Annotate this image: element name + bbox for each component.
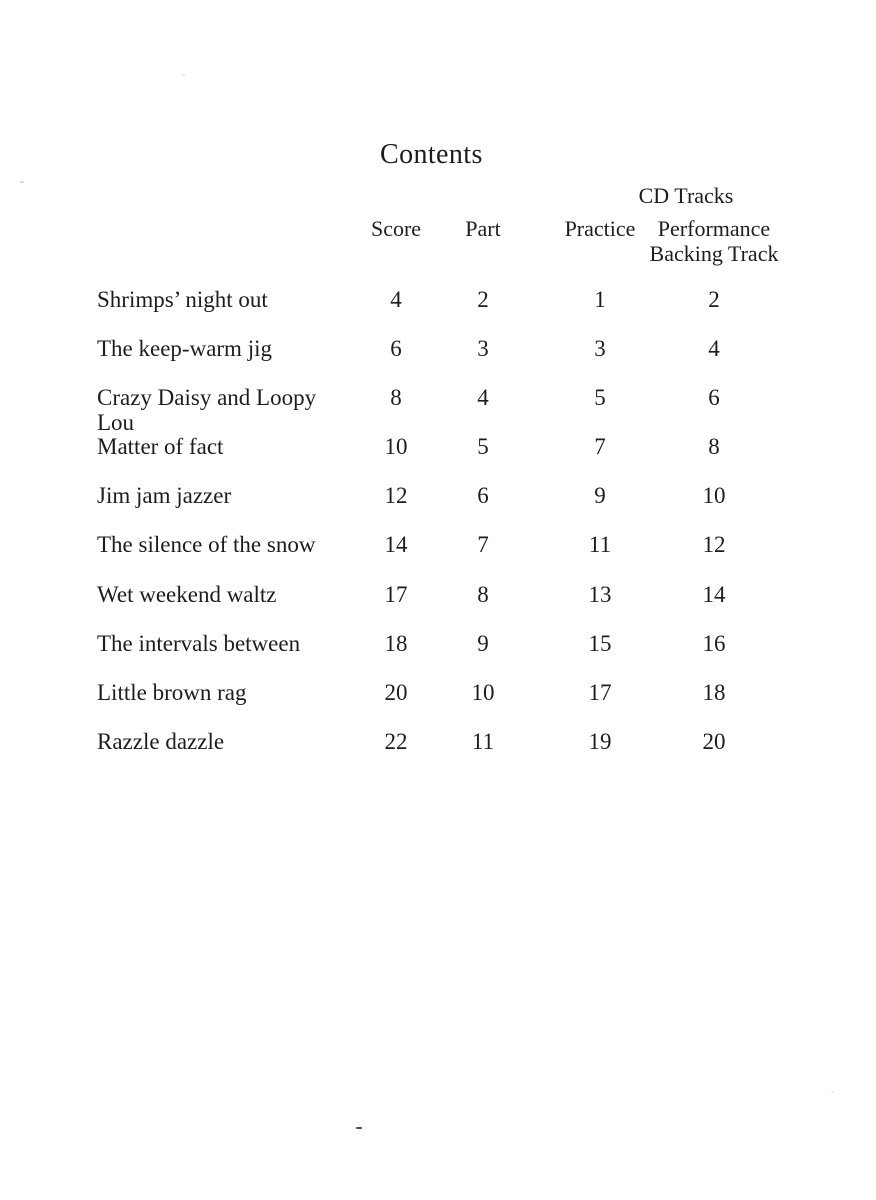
performance-track-number: 10	[702, 483, 726, 509]
column-header-performance	[648, 216, 780, 266]
score-page-number: 18	[384, 630, 408, 656]
performance-track-number: 2	[708, 287, 720, 312]
part-page-number: 11	[471, 728, 495, 754]
score-page-number: 8	[390, 385, 402, 411]
practice-track-number: 15	[588, 630, 612, 656]
contents-row	[97, 582, 780, 631]
performance-track-number: 8	[708, 434, 720, 460]
piece-title: The intervals between	[97, 630, 301, 656]
practice-track-number: 3	[594, 336, 606, 362]
scan-artifact-dash	[356, 1127, 362, 1129]
performance-track-number: 4	[708, 336, 720, 362]
performance-track-number: 16	[702, 630, 726, 656]
score-page-number: 20	[384, 679, 408, 705]
page-title: Contents	[380, 139, 483, 170]
contents-row	[97, 532, 780, 581]
part-page-number: 3	[477, 336, 489, 362]
practice-track-number: 11	[588, 532, 612, 558]
part-page-number: 2	[477, 287, 489, 312]
practice-track-number: 5	[594, 385, 606, 411]
contents-row	[97, 729, 780, 778]
contents-row	[97, 434, 780, 483]
part-page-number: 5	[477, 434, 489, 460]
score-page-number: 4	[390, 287, 402, 312]
piece-title: Little brown rag	[97, 679, 247, 705]
contents-row	[97, 483, 780, 532]
contents-row	[97, 385, 780, 434]
part-page-number: 7	[477, 532, 489, 558]
piece-title: Crazy Daisy and Loopy Lou	[97, 385, 317, 436]
cd-tracks-header-row	[97, 183, 780, 216]
column-header-performance-line2: Backing Track	[649, 241, 779, 266]
score-page-number: 22	[384, 728, 408, 754]
contents-table	[97, 183, 780, 778]
practice-track-number: 1	[594, 287, 606, 312]
piece-title: Matter of fact	[97, 434, 224, 460]
contents-row	[97, 631, 780, 680]
piece-title: Jim jam jazzer	[97, 483, 232, 509]
scan-artifact-speck	[182, 74, 185, 76]
practice-track-number: 19	[588, 728, 612, 754]
part-page-number: 6	[477, 483, 489, 509]
piece-title: The silence of the snow	[97, 532, 316, 558]
practice-track-number: 7	[594, 434, 606, 460]
score-page-number: 6	[390, 336, 402, 362]
performance-track-number: 12	[702, 532, 726, 558]
score-page-number: 10	[384, 434, 408, 460]
scan-artifact-speck	[20, 181, 24, 183]
practice-track-number: 13	[588, 581, 612, 607]
contents-row	[97, 287, 780, 336]
practice-track-number: 9	[594, 483, 606, 509]
column-header-practice: Practice	[564, 216, 636, 241]
score-page-number: 14	[384, 532, 408, 558]
performance-track-number: 20	[702, 728, 726, 754]
performance-track-number: 6	[708, 385, 720, 411]
contents-row	[97, 336, 780, 385]
scan-artifact-speck	[831, 1091, 835, 1093]
practice-track-number: 17	[588, 679, 612, 705]
score-page-number: 12	[384, 483, 408, 509]
piece-title: Razzle dazzle	[97, 728, 225, 754]
cd-tracks-group-header: CD Tracks	[638, 183, 734, 208]
contents-row	[97, 680, 780, 729]
part-page-number: 4	[477, 385, 489, 411]
column-header-performance-line1: Performance	[657, 216, 771, 241]
part-page-number: 8	[477, 581, 489, 607]
performance-track-number: 18	[702, 679, 726, 705]
piece-title: Shrimps’ night out	[97, 287, 268, 312]
part-page-number: 9	[477, 630, 489, 656]
score-page-number: 17	[384, 581, 408, 607]
column-header-row	[97, 216, 780, 287]
column-header-part: Part	[465, 216, 501, 241]
piece-title: The keep-warm jig	[97, 336, 272, 362]
piece-title: Wet weekend waltz	[97, 581, 277, 607]
performance-track-number: 14	[702, 581, 726, 607]
column-header-score: Score	[370, 216, 422, 241]
part-page-number: 10	[471, 679, 495, 705]
